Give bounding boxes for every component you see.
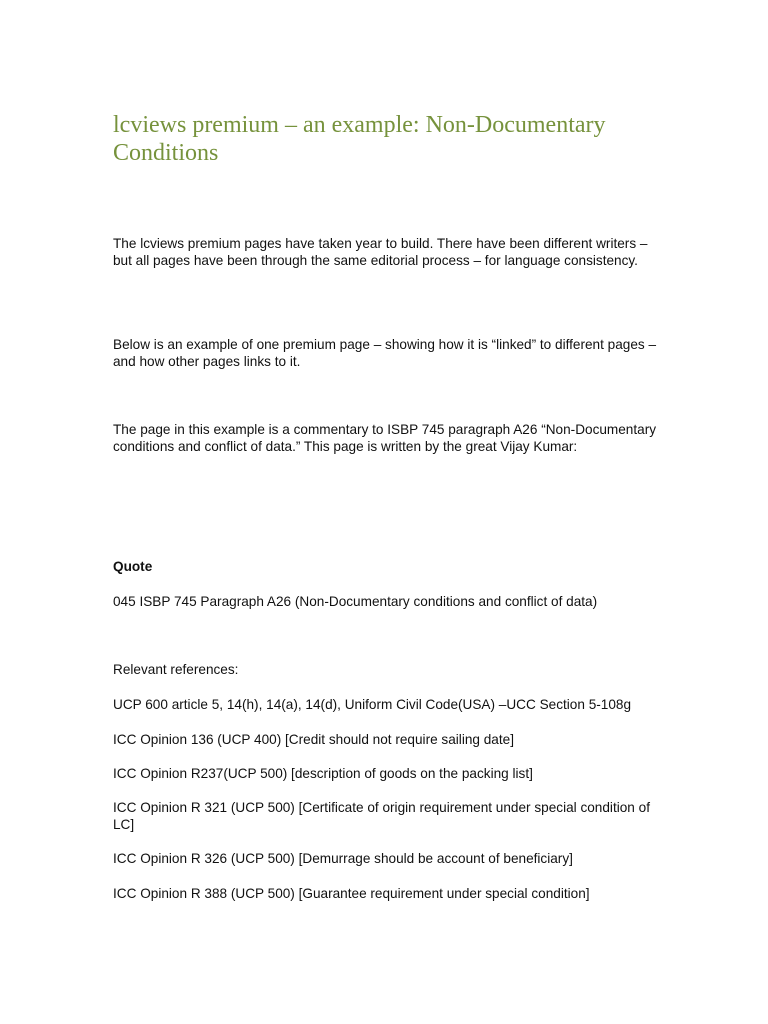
reference-item: ICC Opinion R 388 (UCP 500) [Guarantee requirement under special condition] <box>113 886 590 901</box>
example-paragraph: Below is an example of one premium page – showing how it is “linked” to different pages – and how other pages links to it. <box>113 337 657 369</box>
intro-paragraph: The lcviews premium pages have taken year to build. There have been different writers – but all pages have been through the same editorial process – for language consistency. <box>113 236 648 268</box>
commentary-paragraph: The page in this example is a commentary to ISBP 745 paragraph A26 “Non-Documentary conditions and conflict of data.” This page is written by the great Vijay Kumar: <box>113 422 657 454</box>
reference-item: UCP 600 article 5, 14(h), 14(a), 14(d), Uniform Civil Code(USA) –UCC Section 5-108g <box>113 697 632 712</box>
reference-item: ICC Opinion R 321 (UCP 500) [Certificate of origin requirement under special condition of LC] <box>113 800 650 832</box>
page-title: lcviews premium – an example: Non-Documentary Conditions <box>113 112 606 166</box>
quote-heading: Quote <box>113 559 153 574</box>
references-label: Relevant references: <box>113 662 239 677</box>
reference-item: ICC Opinion R237(UCP 500) [description of goods on the packing list] <box>113 766 533 781</box>
reference-item: ICC Opinion R 326 (UCP 500) [Demurrage should be account of beneficiary] <box>113 851 573 866</box>
quote-subject: 045 ISBP 745 Paragraph A26 (Non-Documentary conditions and conflict of data) <box>113 594 598 609</box>
reference-item: ICC Opinion 136 (UCP 400) [Credit should not require sailing date] <box>113 732 514 747</box>
